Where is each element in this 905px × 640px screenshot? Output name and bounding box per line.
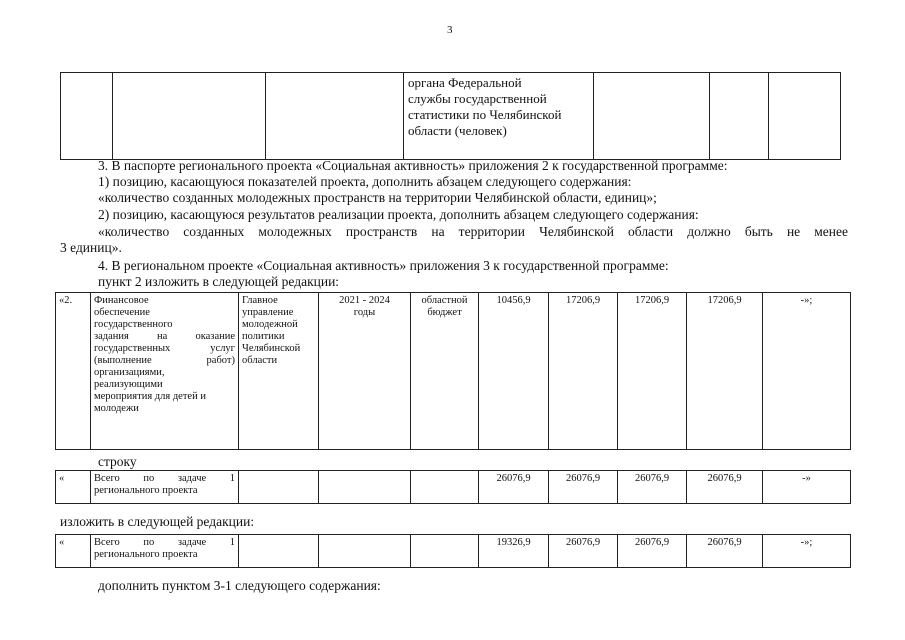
row-number-cell: « (56, 471, 91, 504)
total-row-new-table (55, 534, 851, 568)
cell-line: годы (353, 307, 376, 318)
cell-line: Всего по задаче 1 (94, 537, 235, 548)
table-cell (113, 73, 266, 160)
value-cell: 10456,9 (479, 293, 549, 450)
cell-line: службы государственной (408, 91, 547, 106)
cell-line: регионального проекта (94, 485, 198, 496)
paragraph-3-2-quote-line2: 3 единиц». (60, 240, 122, 255)
cell-line: организациями, (94, 367, 165, 378)
cell-line: государственных услуг (94, 343, 235, 354)
cell-line: политики (242, 331, 285, 342)
table-cell (239, 471, 319, 504)
cell-line: задания на оказание (94, 331, 235, 342)
paragraph-4: 4. В региональном проекте «Социальная активность» приложения 3 к государственной программе: (98, 258, 669, 273)
paragraph-3-1-quote: «количество созданных молодежных пространств на территории Челябинской области, единиц»; (98, 190, 657, 205)
row-end-cell: -»; (763, 293, 851, 450)
paragraph-3-2: 2) позицию, касающуюся результатов реализации проекта, дополнить абзацем следующего содержания: (98, 207, 699, 222)
cell-line: Челябинской (242, 343, 301, 354)
cell-line: бюджет (427, 307, 462, 318)
cell-line: области (человек) (408, 123, 507, 138)
funding-source-cell (411, 293, 479, 450)
page-number: 3 (447, 24, 453, 36)
paragraph-4-1: пункт 2 изложить в следующей редакции: (98, 274, 340, 289)
table-row (56, 293, 851, 450)
table-cell (594, 73, 710, 160)
cell-line: органа Федеральной (408, 75, 522, 90)
value-cell: 17206,9 (618, 293, 687, 450)
measure-name-cell (91, 535, 239, 568)
cell-line: государственного (94, 319, 173, 330)
measure-name-cell (91, 293, 239, 450)
row-number-cell: «2. (56, 293, 91, 450)
value-cell: 26076,9 (687, 535, 763, 568)
value-cell: 26076,9 (549, 471, 618, 504)
value-cell: 26076,9 (687, 471, 763, 504)
cell-line: статистики по Челябинской (408, 107, 562, 122)
cell-line: мероприятия для детей и (94, 391, 206, 402)
paragraph-izlozhit: изложить в следующей редакции: (60, 514, 255, 529)
table-row (56, 471, 851, 504)
value-cell: 26076,9 (618, 471, 687, 504)
value-cell: 17206,9 (687, 293, 763, 450)
cell-line: области (242, 355, 278, 366)
total-row-old-table (55, 470, 851, 504)
paragraph-3: 3. В паспорте регионального проекта «Социальная активность» приложения 2 к государственной программе: (98, 158, 728, 173)
row-end-cell: -»; (763, 535, 851, 568)
cell-line: 2021 - 2024 (339, 295, 390, 306)
cell-line: Финансовое (94, 295, 149, 306)
cell-line: обеспечение (94, 307, 150, 318)
cell-line: реализующими (94, 379, 163, 390)
value-cell: 26076,9 (618, 535, 687, 568)
table-cell (411, 471, 479, 504)
table-cell (769, 73, 841, 160)
paragraph-dopolnit: дополнить пунктом 3-1 следующего содержания: (98, 578, 381, 593)
table-cell (319, 471, 411, 504)
cell-line: (выполнение работ) (94, 355, 235, 366)
period-cell (319, 293, 411, 450)
table-cell (319, 535, 411, 568)
row-end-cell: -» (763, 471, 851, 504)
value-cell: 17206,9 (549, 293, 618, 450)
paragraph-3-1: 1) позицию, касающуюся показателей проекта, дополнить абзацем следующего содержания: (98, 174, 632, 189)
table-cell (411, 535, 479, 568)
table-row (56, 535, 851, 568)
cell-line: регионального проекта (94, 549, 198, 560)
cell-line: Всего по задаче 1 (94, 473, 235, 484)
paragraph-stroku: строку (98, 454, 137, 469)
row-number-cell: « (56, 535, 91, 568)
paragraph-3-2-quote-line1: «количество созданных молодежных пространств на территории Челябинской области должно быть не менее (98, 224, 848, 239)
measure-name-cell (91, 471, 239, 504)
cell-line: областной (421, 295, 468, 306)
indicator-table-fragment (60, 72, 841, 160)
table-cell (266, 73, 404, 160)
cell-line: Главное (242, 295, 278, 306)
cell-line: управление (242, 307, 294, 318)
table-cell (710, 73, 769, 160)
table-row (61, 73, 841, 160)
indicator-source-cell (404, 73, 594, 160)
value-cell: 26076,9 (549, 535, 618, 568)
item-2-table (55, 292, 851, 450)
table-cell (61, 73, 113, 160)
executor-cell (239, 293, 319, 450)
table-cell (239, 535, 319, 568)
cell-line: молодежной (242, 319, 298, 330)
value-cell: 26076,9 (479, 471, 549, 504)
value-cell: 19326,9 (479, 535, 549, 568)
cell-line: молодежи (94, 403, 139, 414)
